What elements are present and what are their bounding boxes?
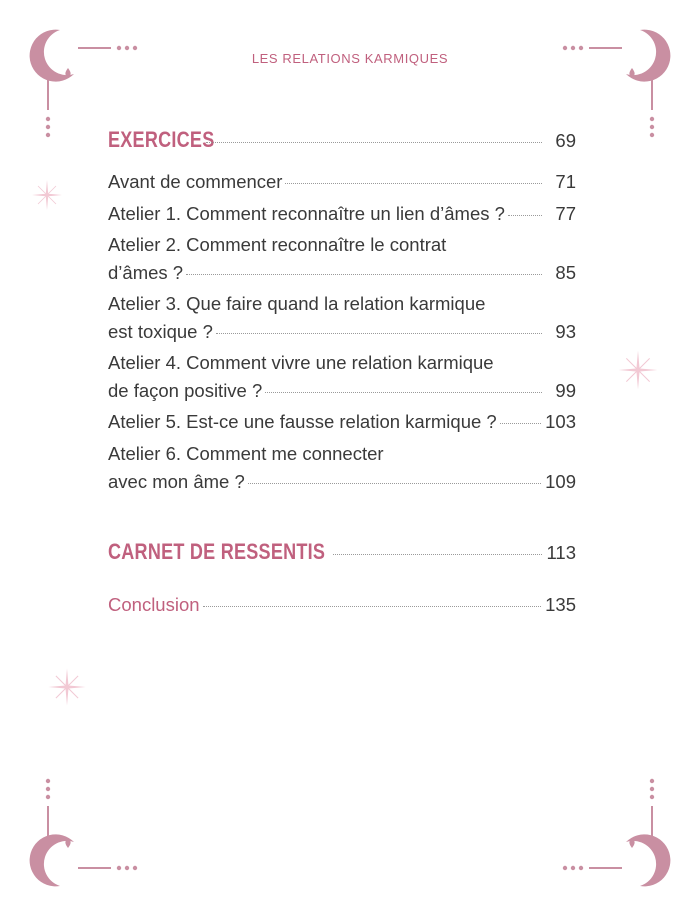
page-number: 109 [545, 471, 576, 492]
dot-leader [285, 183, 542, 184]
dot-leader [186, 274, 542, 275]
toc-section-exercices[interactable] [108, 124, 576, 157]
toc-item[interactable] [108, 200, 576, 228]
dot-leader [248, 483, 541, 484]
item-label-first-line: Atelier 4. Comment vivre une relation karmique [108, 352, 494, 373]
corner-ornament-bottom-left [18, 768, 148, 898]
toc-section-conclusion[interactable] [108, 591, 576, 619]
item-label-first-line: Atelier 6. Comment me connecter [108, 443, 384, 464]
sparkle-icon [46, 666, 88, 708]
page-number: 71 [555, 171, 576, 192]
item-label-first-line: Atelier 2. Comment reconnaître le contrat [108, 234, 447, 255]
toc-item[interactable] [108, 168, 576, 196]
item-label: est toxique ? [108, 321, 213, 342]
sparkle-icon [30, 178, 64, 212]
dot-leader [508, 215, 542, 216]
page-number: 93 [555, 321, 576, 342]
toc-item[interactable] [108, 231, 576, 287]
page-number: 103 [545, 411, 576, 432]
item-label: Avant de commencer [108, 171, 283, 192]
toc-item[interactable] [108, 408, 576, 436]
dot-leader [500, 423, 541, 424]
dot-leader [203, 606, 542, 607]
dot-leader [333, 554, 542, 555]
page-number: 113 [546, 542, 576, 563]
section-title: EXERCICES [108, 127, 215, 152]
page-number: 99 [555, 380, 576, 401]
crescent-moon-icon [18, 768, 148, 898]
page-number: 69 [555, 130, 576, 151]
corner-ornament-bottom-right [552, 768, 682, 898]
item-label-first-line: Atelier 3. Que faire quand la relation karmique [108, 293, 486, 314]
toc-item[interactable] [108, 290, 576, 346]
running-title: LES RELATIONS KARMIQUES [251, 51, 449, 66]
page-number: 77 [555, 203, 576, 224]
toc-section-carnet[interactable] [108, 536, 576, 569]
dot-leader [265, 392, 542, 393]
page-number: 135 [545, 594, 576, 615]
item-label: Atelier 1. Comment reconnaître un lien d’âmes ? [108, 203, 505, 224]
crescent-moon-icon [552, 768, 682, 898]
section-title: CARNET DE RESSENTIS [108, 539, 326, 564]
item-label: d’âmes ? [108, 262, 184, 283]
sparkle-icon [616, 348, 660, 392]
item-label: Atelier 5. Est-ce une fausse relation karmique ? [108, 411, 497, 432]
item-label: avec mon âme ? [108, 471, 245, 492]
page-number: 85 [555, 262, 576, 283]
item-label: de façon positive ? [108, 380, 263, 401]
dot-leader [216, 333, 542, 334]
dot-leader [206, 142, 542, 143]
toc-item[interactable] [108, 349, 576, 405]
toc-item[interactable] [108, 440, 576, 496]
section-title: Conclusion [108, 594, 200, 615]
